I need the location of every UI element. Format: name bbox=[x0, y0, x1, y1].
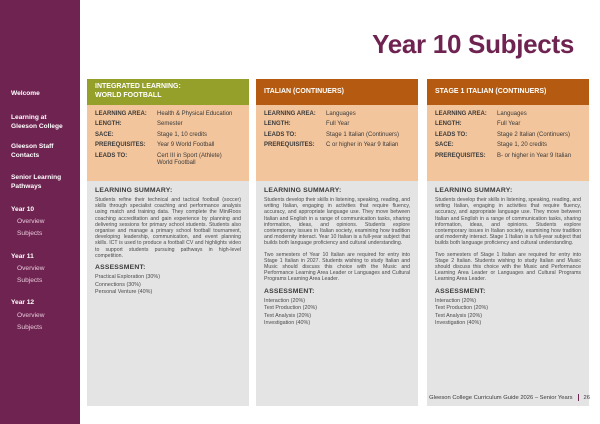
nav-year10[interactable]: Year 10 bbox=[11, 206, 35, 213]
nav-year12-subjects[interactable]: Subjects bbox=[17, 324, 43, 331]
info-label: LEARNING AREA: bbox=[95, 111, 147, 117]
subject-body bbox=[256, 181, 418, 406]
info-label: LENGTH: bbox=[264, 121, 291, 128]
nav-year11-subjects[interactable]: Subjects bbox=[17, 277, 43, 284]
info-value: Stage 1, 10 credits bbox=[157, 131, 208, 138]
info-value: C or higher in Year 9 Italian bbox=[326, 142, 399, 149]
subject-card-italian-continuers bbox=[256, 79, 418, 406]
assessment-item: Investigation (40%) bbox=[264, 320, 311, 327]
info-label: LENGTH: bbox=[95, 121, 122, 128]
subject-info bbox=[256, 105, 418, 181]
info-value: Semester bbox=[157, 121, 183, 128]
subject-info bbox=[427, 105, 589, 181]
subject-header bbox=[87, 79, 249, 105]
subject-body bbox=[427, 181, 589, 406]
info-label: LEARNING AREA: bbox=[435, 111, 487, 117]
page-title: Year 10 Subjects bbox=[372, 29, 574, 59]
assessment-item: Text Production (20%) bbox=[435, 305, 489, 312]
learning-summary-title: LEARNING SUMMARY: bbox=[435, 187, 513, 194]
info-value: Languages bbox=[497, 111, 527, 117]
assessment-item: Connections (30%) bbox=[95, 281, 141, 288]
info-value: Health & Physical Education bbox=[157, 111, 233, 117]
assessment-title: ASSESSMENT: bbox=[435, 287, 486, 295]
info-value: Stage 1 Italian (Continuers) bbox=[326, 131, 400, 138]
assessment-item: Investigation (40%) bbox=[435, 320, 482, 327]
subject-body bbox=[87, 181, 249, 406]
info-label: LENGTH: bbox=[435, 121, 462, 128]
info-label: LEADS TO: bbox=[264, 131, 297, 138]
learning-summary-title: LEARNING SUMMARY: bbox=[95, 187, 173, 194]
info-value: Year 9 World Football bbox=[157, 142, 215, 149]
subject-title: INTEGRATED LEARNING: WORLD FOOTBALL bbox=[95, 83, 181, 99]
info-value: Stage 1, 20 credits bbox=[497, 142, 548, 149]
nav-year11-overview[interactable]: Overview bbox=[17, 265, 45, 272]
info-value: Cert III in Sport (Athlete) World Football bbox=[157, 152, 222, 167]
info-label: LEARNING AREA: bbox=[264, 111, 316, 117]
info-label: LEADS TO: bbox=[95, 152, 128, 159]
subject-info bbox=[87, 105, 249, 181]
page-number: 26 bbox=[583, 394, 590, 401]
footer-separator bbox=[578, 394, 579, 401]
assessment-item: Interaction (20%) bbox=[264, 297, 306, 304]
info-row bbox=[95, 153, 241, 168]
info-label: LEADS TO: bbox=[435, 131, 468, 138]
subject-card-world-football bbox=[87, 79, 249, 406]
nav-staff-contacts[interactable]: Gleeson Staff Contacts bbox=[11, 143, 54, 159]
subject-title: ITALIAN (CONTINUERS) bbox=[264, 87, 344, 95]
assessment-item: Personal Venture (40%) bbox=[95, 289, 153, 296]
assessment-item: Text Production (20%) bbox=[264, 305, 318, 312]
info-value: Full Year bbox=[326, 121, 350, 128]
info-label: SACE: bbox=[95, 131, 114, 138]
subject-title: STAGE 1 ITALIAN (CONTINUERS) bbox=[435, 87, 547, 95]
assessment-item: Practical Exploration (30%) bbox=[95, 274, 161, 281]
assessment-item: Text Analysis (20%) bbox=[264, 312, 312, 319]
info-row bbox=[435, 153, 581, 160]
subject-header bbox=[427, 79, 589, 105]
info-label: PREREQUISITES: bbox=[264, 142, 315, 149]
info-value: Languages bbox=[326, 111, 356, 117]
summary-paragraph: Two semesters of Year 10 Italian are required for entry into Stage 1 Italian in 2027. Students wishing to study Italian and Music should discuss this choice with the Music and Performance Learning Area Leader or Languages and Cultural Programs Learning Area Leader. bbox=[264, 251, 410, 283]
info-label: PREREQUISITES: bbox=[95, 142, 146, 149]
info-row bbox=[264, 121, 410, 128]
nav-learning-at-gleeson[interactable]: Learning at Gleeson College bbox=[11, 114, 63, 130]
info-row bbox=[264, 142, 410, 149]
summary-paragraph: Students develop their skills in listening, speaking, reading, and writing Italian, engaging in activities that require fluency, accuracy, and appropriate language use. They move between Italian and English in a range of communication tasks, sharing information, ideas, and opinions. Students explore contemporary issues in Italian society, examining how tradition and modernity interact. Stage 1 Italian is a full-year subject that builds both language proficiency and cultural understanding. bbox=[435, 197, 581, 247]
sidebar bbox=[0, 0, 80, 424]
info-row bbox=[95, 132, 241, 139]
assessment-item: Text Analysis (20%) bbox=[435, 312, 483, 319]
learning-summary-title: LEARNING SUMMARY: bbox=[264, 187, 342, 194]
info-row bbox=[264, 132, 410, 139]
info-value: Full Year bbox=[497, 121, 521, 128]
assessment-item: Interaction (20%) bbox=[435, 297, 477, 304]
assessment-title: ASSESSMENT: bbox=[264, 287, 315, 295]
nav-year12-overview[interactable]: Overview bbox=[17, 312, 45, 319]
nav-year12[interactable]: Year 12 bbox=[11, 299, 35, 306]
summary-paragraph: Two semesters of Stage 1 Italian are required for entry into Stage 2 Italian. Students wishing to study Italian and Music should discuss this choice with the Music and Performance Learning Area Leader or Languages and Cultural Programs Learning Area Leader. bbox=[435, 251, 581, 283]
info-value: Stage 2 Italian (Continuers) bbox=[497, 131, 571, 138]
nav-welcome[interactable]: Welcome bbox=[11, 90, 40, 97]
page-footer bbox=[429, 394, 590, 401]
info-row bbox=[95, 142, 241, 149]
nav-senior-pathways[interactable]: Senior Learning Pathways bbox=[11, 174, 62, 190]
nav-year11[interactable]: Year 11 bbox=[11, 253, 34, 260]
footer-text: Gleeson College Curriculum Guide 2026 – Senior Years bbox=[429, 394, 573, 401]
info-row bbox=[435, 121, 581, 128]
info-label: SACE: bbox=[435, 142, 454, 149]
info-row bbox=[95, 111, 241, 118]
info-row bbox=[95, 121, 241, 128]
assessment-title: ASSESSMENT: bbox=[95, 264, 146, 272]
info-row bbox=[264, 111, 410, 118]
info-row bbox=[435, 132, 581, 139]
subject-card-stage1-italian bbox=[427, 79, 589, 406]
info-value: B- or higher in Year 9 Italian bbox=[497, 152, 572, 159]
info-label: PREREQUISITES: bbox=[435, 152, 486, 159]
summary-paragraph: Students develop their skills in listening, speaking, reading, and writing Italian, engaging in activities that require fluency, accuracy, and appropriate language use. They move between Italian and English in a range of communication tasks, sharing information, ideas, and opinions. Students explore contemporary issues in Italian society, examining how tradition and modernity interact. Year 10 Italian is a full-year subject that builds both language proficiency and cultural understanding. bbox=[264, 197, 410, 247]
info-row bbox=[435, 142, 581, 149]
nav-year10-overview[interactable]: Overview bbox=[17, 218, 45, 225]
subject-header bbox=[256, 79, 418, 105]
summary-paragraph: Students refine their technical and tactical football (soccer) skills through specialist coaching and performance analysis using match and training data. They complete the MiniRoos coaching accreditation and gain experience by planning and delivering sessions for primary school students. Students also organise and manage a primary school football tournament, developing leadership, communication, and event planning skills. ICT is used to produce a football CV and highlights video to support students pursuing pathways in high-level competition. bbox=[95, 197, 241, 259]
info-row bbox=[435, 111, 581, 118]
nav-year10-subjects[interactable]: Subjects bbox=[17, 230, 43, 237]
